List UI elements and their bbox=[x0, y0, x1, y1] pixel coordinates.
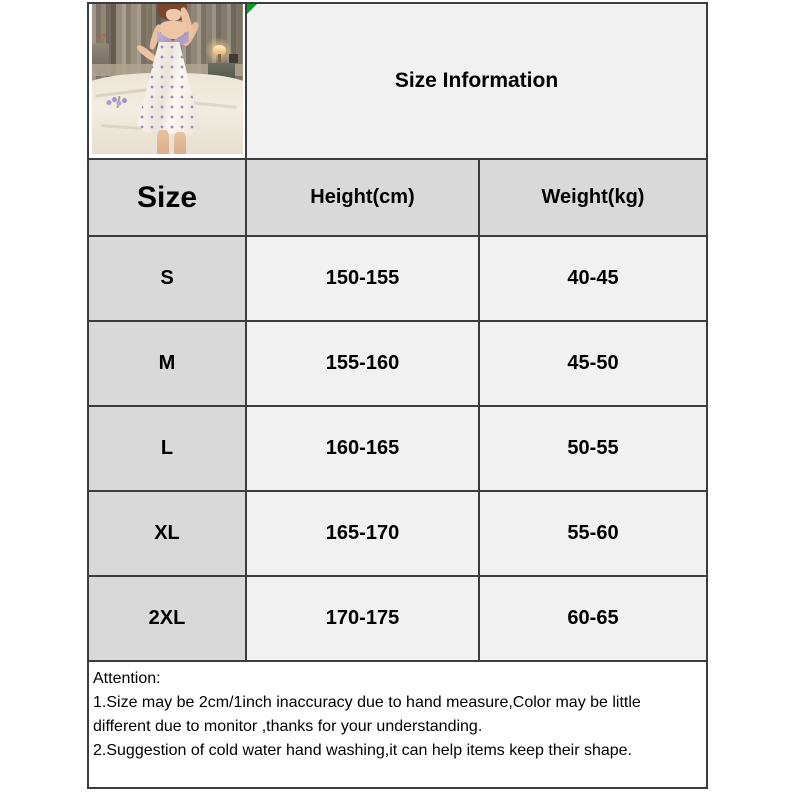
corner-marker-icon bbox=[247, 4, 257, 14]
model-leg-right bbox=[174, 132, 186, 155]
plant-decor bbox=[95, 31, 109, 45]
product-photo-image bbox=[92, 4, 243, 154]
size-label-m: M bbox=[89, 322, 247, 407]
height-value-l: 160-165 bbox=[247, 407, 480, 492]
size-label-xl: XL bbox=[89, 492, 247, 577]
weight-value-xl: 55-60 bbox=[480, 492, 706, 577]
height-value-xl: 165-170 bbox=[247, 492, 480, 577]
weight-value-2xl: 60-65 bbox=[480, 577, 706, 662]
weight-value-l: 50-55 bbox=[480, 407, 706, 492]
height-value-2xl: 170-175 bbox=[247, 577, 480, 662]
size-label-s: S bbox=[89, 237, 247, 322]
height-value-m: 155-160 bbox=[247, 322, 480, 407]
attention-line-2: different due to monitor ,thanks for your understanding. bbox=[93, 718, 483, 735]
attention-note bbox=[89, 662, 706, 787]
column-header-height: Height(cm) bbox=[247, 160, 480, 237]
model-leg-left bbox=[157, 130, 169, 154]
size-information-header bbox=[247, 4, 706, 160]
product-photo bbox=[89, 4, 247, 160]
lamp-stem bbox=[218, 54, 221, 62]
size-label-2xl: 2XL bbox=[89, 577, 247, 662]
page-title: Size Information bbox=[394, 69, 559, 92]
height-value-s: 150-155 bbox=[247, 237, 480, 322]
size-label-l: L bbox=[89, 407, 247, 492]
weight-value-m: 45-50 bbox=[480, 322, 706, 407]
attention-title: Attention: bbox=[93, 670, 161, 687]
model-face bbox=[166, 9, 181, 21]
weight-value-s: 40-45 bbox=[480, 237, 706, 322]
flower-sprig bbox=[106, 96, 132, 108]
column-header-weight: Weight(kg) bbox=[480, 160, 706, 237]
attention-line-3: 2.Suggestion of cold water hand washing,it can help items keep their shape. bbox=[93, 742, 632, 759]
attention-line-1: 1.Size may be 2cm/1inch inaccuracy due to hand measure,Color may be little bbox=[93, 694, 641, 711]
size-table bbox=[87, 2, 708, 789]
column-header-size: Size bbox=[89, 160, 247, 237]
